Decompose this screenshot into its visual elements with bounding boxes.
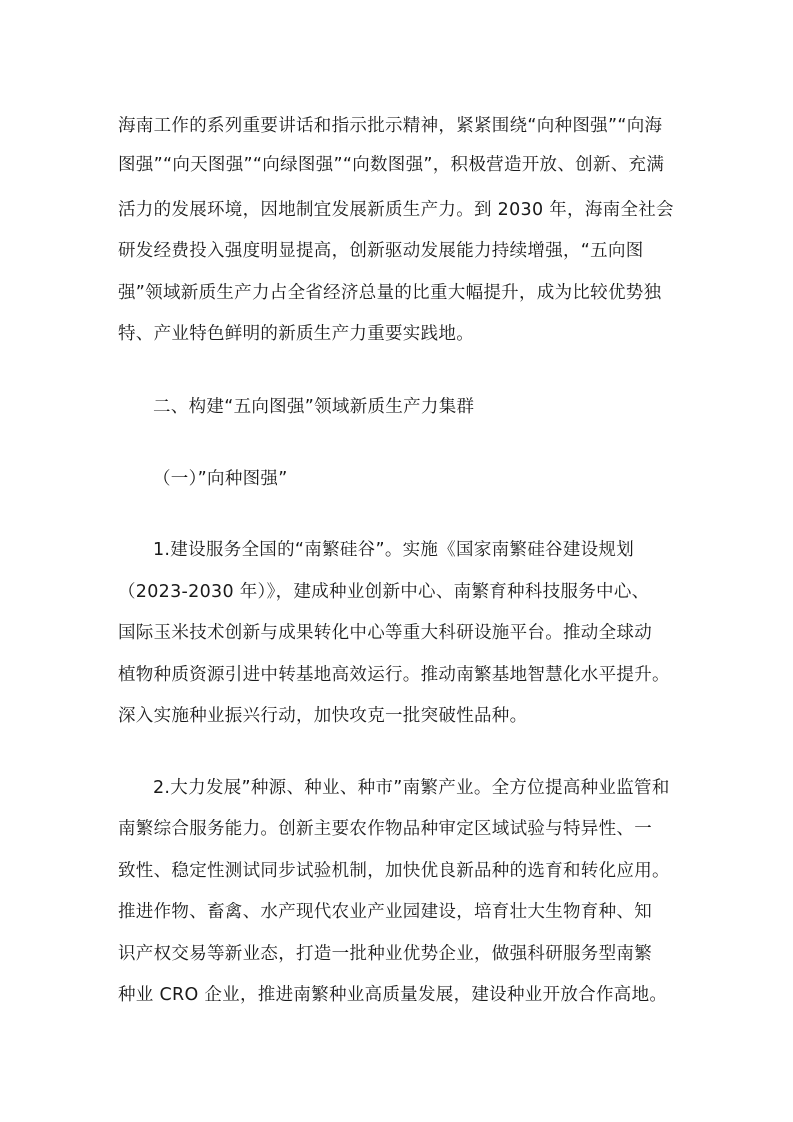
text-line: 2.大力发展”种源、种业、种市”南繁产业。全方位提高种业监管和	[153, 778, 670, 798]
text-line: 识产权交易等新业态，打造一批种业优势企业，做强科研服务型南繁	[118, 944, 652, 964]
text-line: 致性、稳定性测试同步试验机制，加快优良新品种的选育和转化应用。	[118, 861, 670, 881]
section-heading: 二、构建“五向图强”领域新质生产力集群	[153, 397, 475, 417]
text-line: 南繁综合服务能力。创新主要农作物品种审定区域试验与特异性、一	[118, 819, 652, 839]
text-line: 种业 CRO 企业，推进南繁种业高质量发展，建设种业开放合作高地。	[118, 985, 668, 1005]
subsection-heading: （一）”向种图强”	[153, 469, 288, 489]
text-line: 特、产业特色鲜明的新质生产力重要实践地。	[118, 324, 474, 344]
text-line: 深入实施种业振兴行动，加快攻克一批突破性品种。	[118, 706, 528, 726]
text-line: 推进作物、畜禽、水产现代农业产业园建设，培育壮大生物育种、知	[118, 902, 652, 922]
text-line: 1.建设服务全国的“南繁硅谷”。实施《国家南繁硅谷建设规划	[153, 540, 635, 560]
text-line: 植物种质资源引进中转基地高效运行。推动南繁基地智慧化水平提升。	[118, 665, 670, 685]
text-line: （2023-2030 年）》，建成种业创新中心、南繁育种科技服务中心、	[118, 582, 650, 602]
text-line: 活力的发展环境，因地制宜发展新质生产力。到 2030 年，海南全社会	[118, 200, 674, 220]
text-line: 国际玉米技术创新与成果转化中心等重大科研设施平台。推动全球动	[118, 623, 652, 643]
text-line: 研发经费投入强度明显提高，创新驱动发展能力持续增强，“五向图	[118, 241, 644, 261]
text-line: 海南工作的系列重要讲话和指示批示精神，紧紧围绕“向种图强”“向海	[118, 116, 663, 136]
text-line: 图强”“向天图强”“向绿图强”“向数图强”，积极营造开放、创新、充满	[118, 155, 665, 175]
text-line: 强”领域新质生产力占全省经济总量的比重大幅提升，成为比较优势独	[118, 283, 662, 303]
